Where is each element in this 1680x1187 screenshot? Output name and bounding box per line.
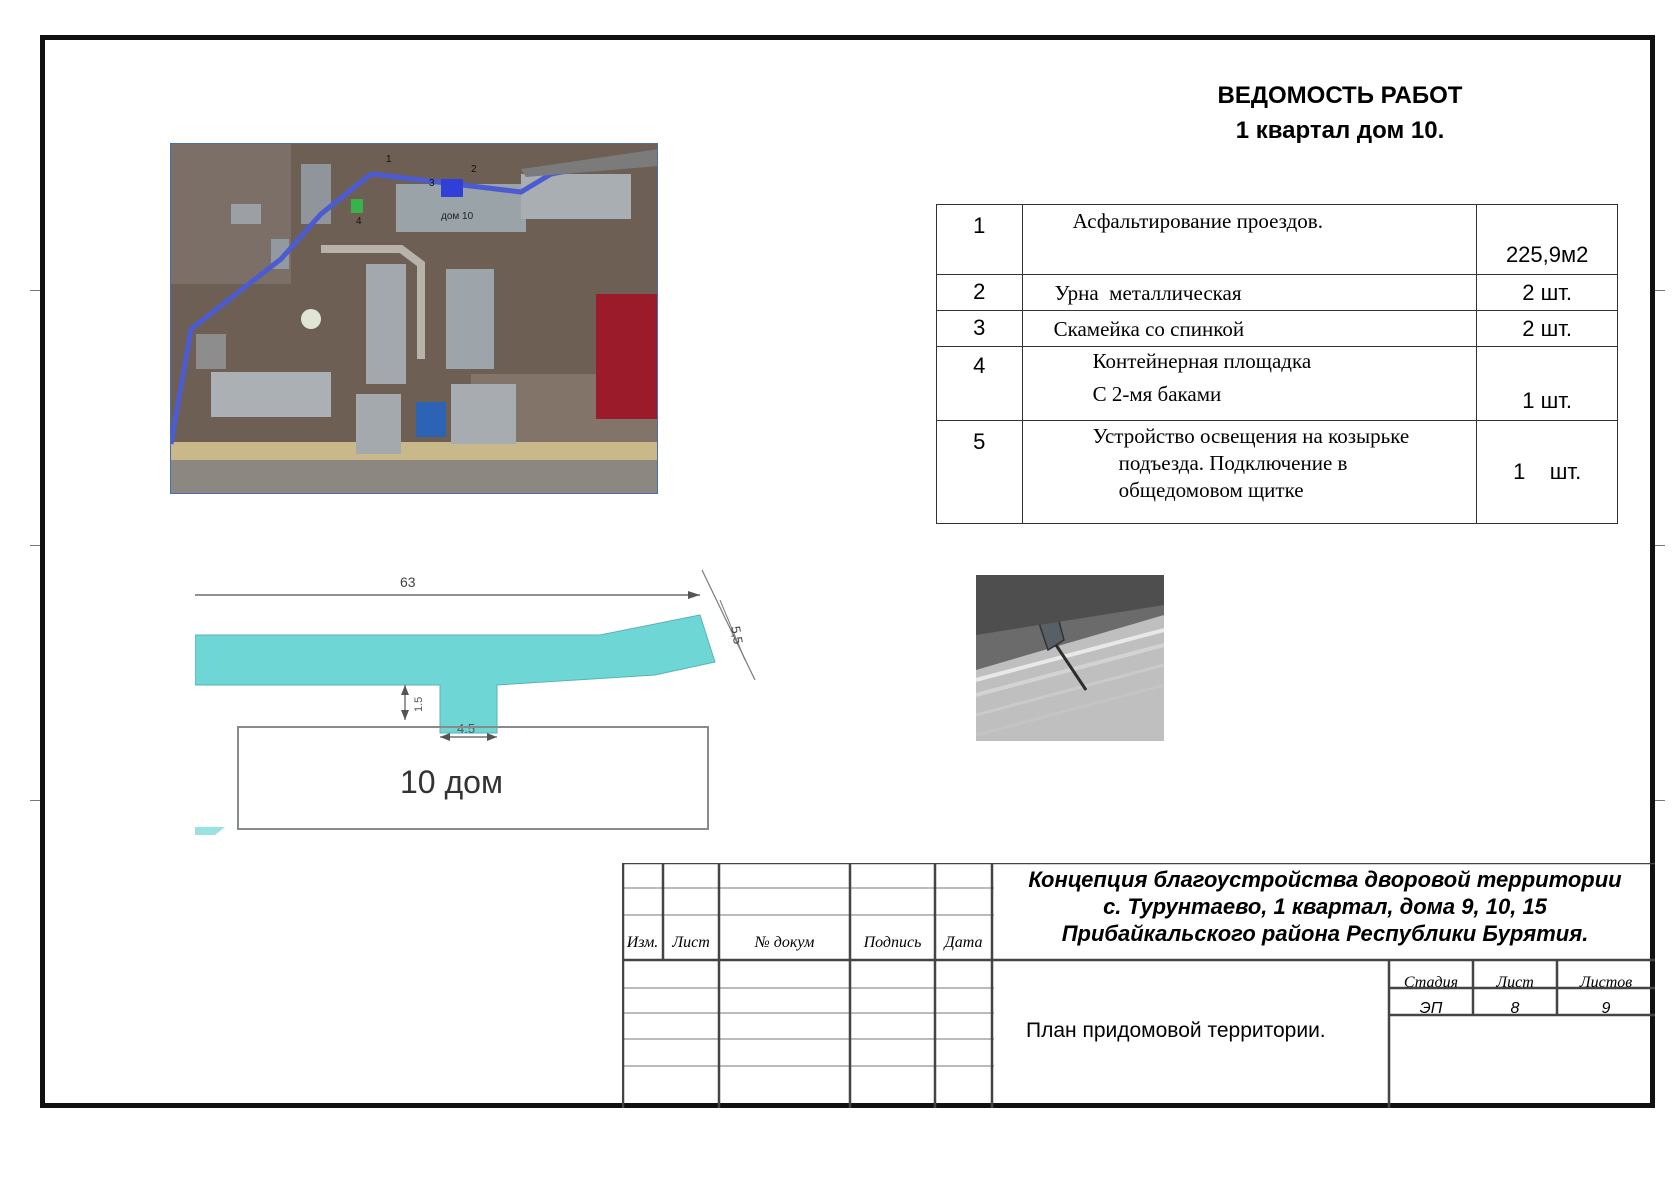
table-row — [937, 275, 1618, 311]
dim-width: 5,5 — [728, 624, 746, 646]
row-number: 3 — [937, 311, 1023, 347]
row-qty: 2 шт. — [1477, 275, 1618, 311]
row-name — [1022, 275, 1477, 311]
dim-length: 63 — [400, 574, 416, 590]
row-line: Устройство освещения на козырьке — [1092, 424, 1410, 448]
row-number: 1 — [937, 205, 1023, 275]
row-name — [1022, 205, 1477, 275]
subtitle-line: 1 квартал дом 10. — [1235, 117, 1445, 144]
marker-1: 1 — [386, 154, 392, 165]
title-line: ВЕДОМОСТЬ РАБОТ — [1217, 82, 1463, 109]
concept-line: Прибайкальского района Республики Бурятия. — [1061, 921, 1589, 946]
row-line: общедомовом щитке — [1118, 478, 1304, 502]
row-line: подъезда. Подключение в — [1118, 451, 1348, 475]
row-number: 5 — [937, 421, 1023, 524]
row-number: 2 — [937, 275, 1023, 311]
row-line: Асфальтирование проездов. — [1072, 209, 1323, 233]
table-row — [937, 421, 1618, 524]
table-row — [937, 311, 1618, 347]
sheets-value: 9 — [1601, 1000, 1611, 1017]
row-name — [1022, 421, 1477, 524]
paving-plan-drawing — [195, 565, 770, 835]
works-table — [936, 204, 1618, 524]
row-qty: 1 шт. — [1477, 347, 1618, 421]
stamp-header-sheet: Лист — [672, 934, 710, 951]
row-line: С 2-мя баками — [1092, 382, 1222, 406]
satellite-map — [170, 143, 658, 494]
row-line: Контейнерная площадка — [1092, 349, 1312, 373]
work-list-title — [1150, 78, 1530, 148]
edge-mark — [1655, 800, 1665, 801]
stamp-header-date: Дата — [944, 934, 983, 951]
edge-mark — [1655, 290, 1665, 291]
row-line: Скамейка со спинкой — [1053, 317, 1245, 341]
table-row — [937, 347, 1618, 421]
house-10-label: дом 10 — [441, 211, 474, 222]
table-row — [937, 205, 1618, 275]
concept-line: с. Турунтаево, 1 квартал, дома 9, 10, 15 — [1103, 894, 1547, 919]
edge-mark — [30, 800, 40, 801]
row-qty: 1 шт. — [1477, 421, 1618, 524]
stage-value: ЭП — [1419, 1000, 1443, 1017]
stamp-header-document: № докум — [754, 934, 815, 951]
marker-3: 3 — [429, 178, 435, 189]
marker-2: 2 — [471, 164, 477, 175]
edge-mark — [30, 545, 40, 546]
stamp-header-change: Изм. — [626, 934, 659, 951]
row-qty: 225,9м2 — [1477, 205, 1618, 275]
sheets-label: Листов — [1579, 974, 1633, 991]
row-name — [1022, 311, 1477, 347]
paving-plan — [195, 565, 770, 835]
dim-branch-length: 1.5 — [413, 696, 425, 712]
satellite-map-image — [171, 144, 658, 494]
stamp-header-signature: Подпись — [863, 934, 922, 951]
dim-branch-width: 4.5 — [457, 721, 476, 736]
row-qty: 2 шт. — [1477, 311, 1618, 347]
stage-label: Стадия — [1403, 974, 1459, 991]
marker-4: 4 — [356, 216, 362, 227]
canopy-lamp-image — [976, 575, 1164, 741]
row-line: Урна металлическая — [1054, 281, 1242, 305]
project-concept-title — [995, 866, 1655, 947]
house-label: 10 дом — [400, 764, 503, 800]
sheet-value: 8 — [1510, 1000, 1520, 1017]
concept-line: Концепция благоустройства дворовой территории — [1028, 867, 1622, 892]
row-number: 4 — [937, 347, 1023, 421]
sheet-label: Лист — [1496, 974, 1534, 991]
edge-mark — [1655, 545, 1665, 546]
row-name — [1022, 347, 1477, 421]
plan-title: План придомовой территории. — [1026, 1019, 1326, 1042]
canopy-lamp-photo — [976, 575, 1164, 741]
edge-mark — [30, 290, 40, 291]
